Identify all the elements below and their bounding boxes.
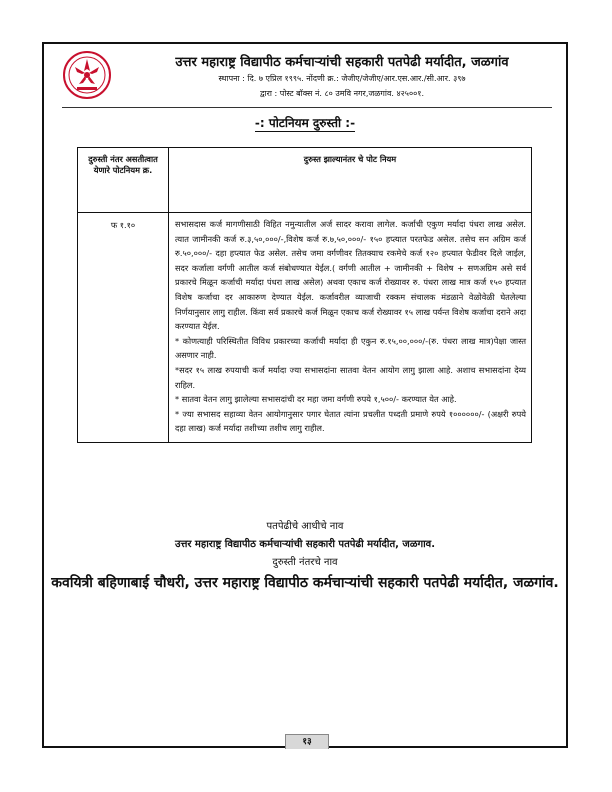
page-title: -: पोटनियम दुरुस्ती :-	[254, 116, 356, 130]
page-number: १३	[285, 734, 329, 749]
table-row	[78, 213, 532, 443]
header-divider	[62, 107, 552, 108]
rule-number: फ १.१०	[78, 213, 169, 443]
new-name: कवयित्री बहिणाबाई चौधरी, उत्तर महाराष्ट्र विद्यापीठ कर्मचाऱ्यांची सहकारी पतपेढी मर्यादीत, जळगांव.	[51, 575, 559, 591]
rule-paragraph: *सदर १५ लाख रुपयाची कर्ज मर्यादा ज्या सभासदांना सातवा वेतन आयोग लागु झाला आहे. अशाच सभासदांना देय्य राहिल.	[175, 364, 526, 390]
col-header-rule: दुरुस्त झाल्यानंतर चे पोट नियम	[169, 148, 532, 213]
old-name-label: पतपेढीचे आधीचे नाव	[266, 521, 344, 532]
col-header-number: दुरुस्ती नंतर असतीत्वात येणारे पोटनियम क्र.	[78, 148, 169, 213]
bylaw-table	[77, 147, 532, 443]
old-name: उत्तर महाराष्ट्र विद्यापीठ कर्मचाऱ्यांची सहकारी पतपेढी मर्यादीत, जळगाव.	[174, 539, 436, 550]
letterhead	[62, 48, 562, 110]
table-header-row	[78, 148, 532, 213]
rule-paragraph: * ज्या सभासद सहाव्या वेतन आयोगानुसार पगार घेतात त्यांना प्रचलीत पध्दती प्रमाणे रुपये १००००००/- (अक्षरी रुपये दहा लाख) कर्ज मर्यादा तशीच्या तशीच लागु राहील.	[175, 408, 526, 434]
university-emblem-icon	[62, 50, 112, 100]
establishment-line: स्थापना : दि. ७ एप्रिल १९९५. नोंदणी क्र.: जेजीए/जेजीए/आर.एस.आर./सी.आर. ३९७	[218, 74, 466, 83]
rule-text	[169, 213, 532, 443]
rule-paragraph: * कोणत्याही परिस्थितीत विविध प्रकारच्या कर्जाची मर्यादा ही एकुन रु.१५,००,०००/-(रु. पंधरा लाख मात्र)पेक्षा जास्त असणार नाही.	[175, 335, 526, 361]
address-line: द्वारा : पोस्ट बॉक्स नं. ८० उमवि नगर,जळगांव. ४२५००१.	[259, 89, 424, 98]
rule-paragraph: * सातवा वेतन लागु झालेल्या सभासदांची दर महा जमा वर्गणी रुपये १,५००/- करण्यात येत आहे.	[175, 394, 457, 405]
rule-paragraph: सभासदास कर्ज मागणीसाठी विहित नमुन्यातील अर्ज सादर करावा लागेल. कर्जाची एकुण मर्यादा पंधरा लाख असेल. त्यात जामीनकी कर्ज रु.३,५०,०००/-,विशेष कर्ज रु.७,५०,०००/- १५० हप्त्यात परतफेड असेल. तसेच सन अग्रिम कर्ज रु.५०,०००/- दहा हप्त्यात फेड असेल. तसेच जमा वर्गणीवर तितक्याच रकमेचे कर्ज १२० हप्त्यात फेडीवर दिले जाईल, सदर कर्जाला वर्गणी आतील कर्ज संबोधण्यात येईल.( वर्गणी आतील + जामीनकी + विशेष + सणअग्रिम असे सर्व प्रकारचे मिळून कर्जाची मर्यादा पंधरा लाख असेल) अथवा एकाच कर्ज रोख्यावर रु. पंधरा लाख मात्र कर्ज १५० हप्त्यात विशेष कर्जाचा दर आकारुण देण्यात येईल. कर्जावरील व्याजाची रक्कम संचालक मंडळाने वेळोवेळी घेतलेल्या निर्णयानुसार लागु राहील. किंवा सर्व प्रकारचे कर्ज मिळून एकाच कर्ज रोख्यावर १५ लाख पर्यन्त विशेष कर्जाचा दराने अदा करण्यात येईल.	[175, 219, 526, 332]
new-name-label: दुरुस्ती नंतरचे नाव	[272, 557, 338, 568]
org-name: उत्तर महाराष्ट्र विद्यापीठ कर्मचाऱ्यांची सहकारी पतपेढी मर्यादीत, जळगांव	[175, 55, 509, 70]
